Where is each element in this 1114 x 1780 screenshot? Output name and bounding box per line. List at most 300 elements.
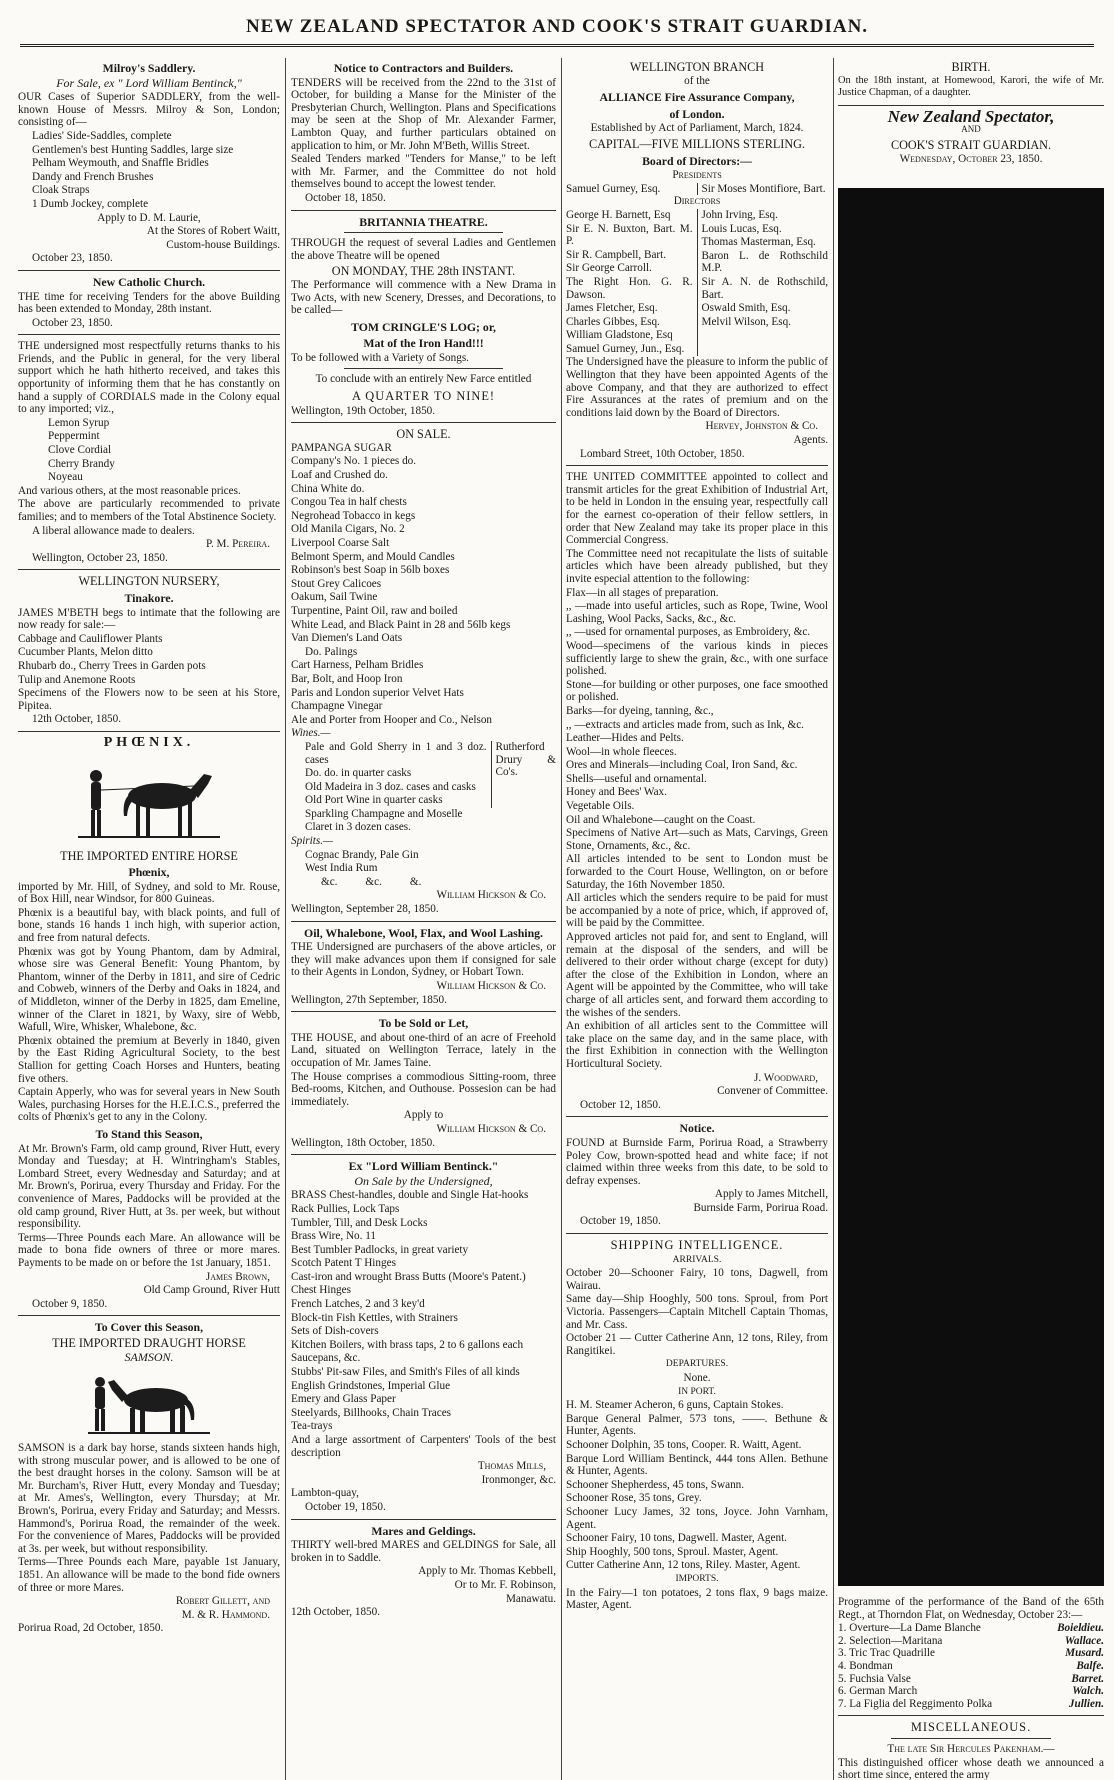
onsale-item: Loaf and Crushed do. (291, 469, 388, 482)
wine-item: Pale and Gold Sherry in 1 and 3 doz. cases (305, 740, 487, 766)
onsale-item: Van Diemen's Land Oats (291, 632, 403, 645)
onsale-item: Liverpool Coarse Salt (291, 537, 390, 549)
column-2 (291, 58, 556, 1780)
onsale-item: Negrohead Tobacco in kegs (291, 509, 416, 522)
wine-items2 (291, 808, 556, 834)
wine-item: Claret in 3 dozen cases. (305, 821, 411, 834)
programme-composer: Boieldieu. (1057, 1622, 1104, 1635)
nursery-item: Rhubarb do., Cherry Trees in Garden pots (18, 659, 206, 672)
onsale-item: Old Manila Cigars, No. 2 (291, 523, 405, 536)
wine-items (291, 741, 487, 808)
theatre-farce: A QUARTER TO NINE! (351, 389, 496, 404)
separator (291, 1011, 556, 1012)
bentinck-item: Saucepans, &c. (291, 1352, 361, 1365)
onsale-date: Wellington, September 28, 1850. (291, 903, 439, 916)
theatre-play2: Mat of the Iron Hand!!! (363, 336, 484, 351)
bentinck-signature2: Ironmonger, &c. (481, 1473, 556, 1486)
saddlery-apply: Apply to D. M. Laurie, (97, 211, 201, 224)
committee-body5: Approved articles not paid for, and sent to England, will remain at the disposal of the senders, and will be delivered to their order without charge (except for duty) after the close of the Exhibition in London, where an Agent will be appointed by the Committee, who will take charge of all articles sent, and forward them according to the wishes of the senders. (566, 931, 828, 1019)
cordials-body4: A liberal allowance made to dealers. (32, 524, 195, 537)
contractors-body2: Sealed Tenders marked "Tenders for Manse," to be left with Mr. Farmer, and the Committee do not hold themselves bound to accept the lowest tender. (291, 153, 556, 191)
wine-list (291, 741, 556, 808)
spirit-item: West India Rum (305, 862, 378, 875)
in-port-vessel: H. M. Steamer Acheron, 6 guns, Captain Stokes. (566, 1399, 784, 1412)
spirit-items (291, 849, 556, 875)
director: Sir E. N. Buxton, Bart. M. P. (566, 222, 693, 248)
onsale-item: Paris and London superior Velvet Hats (291, 686, 464, 699)
director: Sir A. N. de Rothschild, Bart. (701, 275, 828, 301)
insurance-of: of the (684, 74, 710, 87)
separator (291, 921, 556, 922)
directors-right (697, 209, 829, 357)
programme-item (838, 1622, 1104, 1635)
director: Oswald Smith, Esq. (701, 302, 791, 315)
mares-apply3: Manawatu. (505, 1592, 556, 1605)
insurance-city: of London. (669, 106, 725, 121)
separator (344, 232, 503, 233)
separator (291, 422, 556, 423)
onsale-intro: PAMPANGA SUGAR (291, 441, 392, 454)
onsale-item: Champagne Vinegar (291, 700, 383, 713)
directors-list (566, 209, 828, 357)
programme-block (838, 1596, 1104, 1780)
director: James Fletcher, Esq. (566, 302, 658, 315)
saddlery-date: October 23, 1850. (32, 252, 113, 265)
notice-apply: Apply to James Mitchell, (714, 1188, 828, 1201)
presidents-list (566, 183, 828, 196)
phoenix-lead: THE IMPORTED ENTIRE HORSE (60, 848, 238, 863)
onsale-etc: &c. &c. &. (321, 875, 422, 888)
insurance-company: ALLIANCE Fire Assurance Company, (599, 90, 795, 105)
column-divider (833, 58, 834, 1780)
mares-date: 12th October, 1850. (291, 1606, 381, 1619)
director: Louis Lucas, Esq. (701, 222, 782, 235)
separator (891, 1738, 1051, 1739)
onsale-item: Belmont Sperm, and Mould Candles (291, 550, 455, 563)
mares-title: Mares and Geldings. (371, 1523, 476, 1538)
shipping-imports: IMPORTS. (675, 1573, 719, 1584)
in-port-vessel: Schooner Rose, 35 tons, Grey. (566, 1492, 702, 1505)
nursery-item: Cucumber Plants, Melon ditto (18, 646, 153, 659)
columns (18, 58, 1104, 1780)
column-3 (566, 58, 828, 1780)
phoenix-p4: Phœnix obtained the premium at Beverly in 1840, given by the East Riding Agricultural Society, to the best Stallion for getting Coach Horses and Hunters, beating five others. (18, 1034, 280, 1085)
nursery-body: JAMES M'BETH begs to intimate that the following are now ready for sale:— (18, 606, 280, 632)
president-right: Sir Moses Montifiore, Bart. (697, 183, 829, 196)
committee-signature2: Convener of Committee. (717, 1085, 828, 1098)
birth-title: BIRTH. (951, 60, 991, 74)
samson-title: To Cover this Season, (94, 1320, 204, 1335)
cordials-items (18, 417, 280, 484)
bentinck-item: Tumbler, Till, and Desk Locks (291, 1216, 428, 1229)
saddlery-subtitle: For Sale, ex " Lord William Bentinck," (56, 75, 242, 90)
paper-name: New Zealand Spectator, (887, 106, 1055, 126)
programme-piece: 6. German March (838, 1685, 918, 1698)
director: Charles Gibbes, Esq. (566, 315, 660, 328)
programme-piece: 7. La Figlia del Reggimento Polka (838, 1697, 993, 1710)
committee-body: THE UNITED COMMITTEE appointed to collect and transmit articles for the great Exhibition of Industrial Art, to be held in London in the ensuing year, respectfully call for the earnest co-operation of their fellow settlers, in order that New Zealand may take its proper place in this Commercial Congress. (566, 471, 828, 547)
programme-composer: Musard. (1065, 1647, 1104, 1660)
separator (838, 1715, 1104, 1716)
arrival: Same day—Ship Hooghly, 500 tons. Sproul, from Port Victoria. Passengers—Captain Mitchell Captain Thomas, and Mr. Cass. (566, 1293, 828, 1331)
saddlery-address2: Custom-house Buildings. (166, 238, 280, 251)
theatre-date-line: ON MONDAY, THE 28th INSTANT. (331, 264, 516, 279)
theatre-body: THROUGH the request of several Ladies and Gentlemen the above Theatre will be opened (291, 237, 556, 262)
committee-item: ,, —used for ornamental purposes, as Embroidery, &c. (566, 626, 811, 639)
programme-intro: Programme of the performance of the Band of the 65th Regt., at Thorndon Flat, on Wednesday, October 23:— (838, 1596, 1104, 1621)
insurance-date: Lombard Street, 10th October, 1850. (580, 447, 745, 460)
bentinck-item: Emery and Glass Paper (291, 1393, 396, 1406)
programme-item (838, 1660, 1104, 1673)
committee-item: ,, —made into useful articles, such as Rope, Twine, Wool Lashing, Wool Packs, Sacks, &c., &c. (566, 600, 828, 625)
insurance-presidents: Presidents (672, 169, 722, 182)
bentinck-item: French Latches, 2 and 3 key'd (291, 1298, 425, 1311)
theatre-body2: The Performance will commence with a New Drama in Two Acts, with new Scenery, Dresses, and Decorations, to be called— (291, 278, 556, 317)
onsale-item: White Lead, and Black Paint in 28 and 56lb kegs (291, 618, 511, 631)
phoenix-signature2: Old Camp Ground, River Hutt (143, 1284, 280, 1297)
church-body: THE time for receiving Tenders for the above Building has been extended to Monday, 28th instant. (18, 290, 280, 316)
phoenix-p1: imported by Mr. Hill, of Sydney, and sold to Mr. Rouse, of Box Hill, near Windsor, for 800 Guineas. (18, 880, 280, 906)
church-date: October 23, 1850. (32, 316, 113, 329)
programme-piece: 4. Bondman (838, 1659, 893, 1672)
phoenix-p6: At Mr. Brown's Farm, old camp ground, River Hutt, every Monday and Tuesday; at H. Wintringham's Stables, Lombard Street, every Wednesday and Saturday; and at Mr. Brown's, Porirua, every Thursday and Friday. For the convenience of Mares, Paddocks will be provided at the old camp ground, River Hutt, at 3s. per week, but without responsibility. (18, 1142, 280, 1231)
committee-item: Barks—for dyeing, tanning, &c., (566, 704, 714, 717)
director: George H. Barnett, Esq (566, 208, 671, 221)
cordials-item: Peppermint (48, 430, 100, 443)
bentinck-item: Sets of Dish-covers (291, 1325, 379, 1338)
onsale-signature: William Hickson & Co. (436, 889, 546, 902)
in-port-vessel: Schooner Lucy James, 32 tons, Joyce. John Varnham, Agent. (566, 1505, 828, 1531)
phoenix-signature: James Brown, (205, 1270, 270, 1283)
wine-item: Do. do. in quarter casks (305, 767, 412, 780)
director: Baron L. de Rothschild M.P. (701, 249, 828, 275)
saddlery-item: Cloak Straps (32, 184, 90, 197)
theatre-title: BRITANNIA THEATRE. (359, 214, 488, 229)
theatre-body3: To be followed with a Variety of Songs. (291, 351, 469, 364)
phoenix-title: PHŒNIX. (103, 734, 195, 750)
phoenix-p7: Terms—Three Pounds each Mare. An allowance will be made to bona fide owners of three or more mares. Payments to be made on or before the 1st January, 1851. (18, 1231, 280, 1269)
in-port-vessel: Ship Hooghly, 500 tons, Sproul. Master, Agent. (566, 1545, 779, 1558)
committee-item: Ores and Minerals—including Coal, Iron Sand, &c. (566, 759, 798, 772)
column-divider (285, 58, 286, 1780)
separator (18, 731, 280, 732)
oil-title: Oil, Whalebone, Wool, Flax, and Wool Lashing. (304, 925, 543, 940)
separator (566, 1233, 828, 1234)
director: John Irving, Esq. (701, 208, 778, 221)
committee-items (566, 587, 828, 853)
in-port-vessel: Barque Lord William Bentinck, 444 tons Allen. Bethune & Hunter, Agents. (566, 1452, 828, 1478)
bentinck-item: English Grindstones, Imperial Glue (291, 1379, 451, 1392)
house-body2: The House comprises a commodious Sitting-room, three Bed-rooms, Kitchen, and Outhouse. Possesion can be had immediately. (291, 1070, 556, 1108)
bentinck-item: Block-tin Fish Kettles, with Strainers (291, 1311, 458, 1324)
departures-none: None. (683, 1372, 711, 1384)
onsale-wines: Wines.— (291, 727, 331, 740)
saddlery-items (18, 130, 280, 211)
nursery-title: WELLINGTON NURSERY, (78, 574, 220, 589)
phoenix-p3: Phœnix was got by Young Phantom, dam by Admiral, whose sire was General Benefit: Young Phantom, by Phantom, winner of the Derby in 1811, and sire of Cedric and Cobweb, winners of the Derby and Oaks in 1824, and of Middleton, winner of the Derby in 1825, dam Emeline, winner of the Claret in 1821, by Waxy, sire of Webb, Wafull, Wire, Whisker, Whalebone, &c. (18, 945, 280, 1034)
column-divider (561, 58, 562, 1780)
committee-body6: An exhibition of all articles sent to the Committee will take place on the same day, and in the same place, with the first Exhibition in connection with the Wellington Horticultural Society. (566, 1020, 828, 1070)
bentinck-items (291, 1203, 556, 1459)
contractors-date: October 18, 1850. (305, 191, 386, 204)
samson-p2: Terms—Three Pounds each Mare, payable 1st January, 1851. An allowance will be made to the bond fide owners of three or more Mares. (18, 1556, 280, 1594)
bentinck-item: Steelyards, Billhooks, Chain Traces (291, 1406, 452, 1419)
insurance-signature: Hervey, Johnston & Co. (705, 420, 818, 433)
insurance-body: The Undersigned have the pleasure to inform the public of Wellington that they have been appointed Agents of the above Company, and that they are authorized to effect Fire Assurances at the rates of premium and on the conditions laid down by the Board of Directors. (566, 356, 828, 419)
arrival: October 21 — Cutter Catherine Ann, 12 tons, Riley, from Rangitikei. (566, 1332, 828, 1357)
director: Samuel Gurney, Jun., Esq. (566, 342, 685, 355)
onsale-item: Stout Grey Calicoes (291, 577, 382, 590)
nursery-body2: Specimens of the Flowers now to be seen at his Store, Pipitea. (18, 687, 280, 712)
misc-body: This distinguished officer whose death we announced a short time since, entered the army (838, 1756, 1104, 1780)
separator (18, 569, 280, 570)
masthead: NEW ZEALAND SPECTATOR AND COOK'S STRAIT GUARDIAN. (245, 16, 869, 37)
saddlery-item: Dandy and French Brushes (32, 170, 154, 183)
shipping-inport: IN PORT. (678, 1386, 716, 1397)
insurance-board: Board of Directors:— (642, 153, 752, 168)
programme-piece: 3. Tric Trac Quadrille (838, 1647, 935, 1660)
bentinck-item: Stubbs' Pit-saw Files, and Smith's Files of all kinds (291, 1366, 520, 1379)
arrival: October 20—Schooner Fairy, 10 tons, Dagwell, from Wairau. (566, 1267, 828, 1292)
misc-head: The late Sir Hercules Pakenham.— (887, 1742, 1055, 1755)
mares-apply2: Or to Mr. F. Robinson, (454, 1578, 556, 1591)
director: Sir George Carroll. (566, 262, 652, 275)
programme-composer: Jullien. (1068, 1697, 1104, 1710)
wine-item: Sparkling Champagne and Moselle (305, 807, 463, 820)
directors-left (566, 209, 693, 357)
wine-brand: Rutherford Drury & Co's. (491, 741, 557, 808)
notice-apply2: Burnside Farm, Porirua Road. (693, 1201, 828, 1214)
shipping-arrivals: ARRIVALS. (672, 1254, 722, 1265)
saddlery-title: Milroy's Saddlery. (102, 61, 196, 75)
phoenix-name: Phœnix, (128, 865, 170, 880)
in-port-vessel: Schooner Shepherdess, 45 tons, Swann. (566, 1478, 745, 1491)
onsale-item: China White do. (291, 482, 365, 495)
committee-item: Oil and Whalebone—caught on the Coast. (566, 813, 756, 826)
bentinck-item: Rack Pullies, Lock Taps (291, 1202, 400, 1215)
house-date: Wellington, 18th October, 1850. (291, 1136, 436, 1149)
separator (566, 465, 828, 466)
horse-with-groom-icon (74, 754, 224, 846)
samson-date: Porirua Road, 2d October, 1850. (18, 1622, 164, 1635)
wine-item: Old Port Wine in quarter casks (305, 794, 443, 807)
committee-item: Leather—Hides and Pelts. (566, 732, 684, 745)
samson-signature2: M. & R. Hammond. (181, 1608, 270, 1621)
programme-item (838, 1635, 1104, 1648)
president-left: Samuel Gurney, Esq. (566, 182, 661, 195)
samson-p1: SAMSON is a dark bay horse, stands sixteen hands high, with strong muscular power, and is allowed to be one of the best draught horses in the colony. Samson will be at Mr. Burcham's, River Hutt, every Monday and Tuesday; at Mr. Ames's, Wellington, every Thursday; at Mr. Brown's, Porirua, every Friday and Saturday; and Messrs. Hammond's, Porirua Road, the remainder of the week. For the convenience of Mares, Paddocks will be provided at 3s. per week, but without responsibility. (18, 1442, 280, 1555)
separator (291, 1154, 556, 1155)
bentinck-item: Cast-iron and wrought Brass Butts (Moore's Patent.) (291, 1270, 526, 1283)
committee-item: Flax—in all stages of preparation. (566, 586, 719, 599)
misc-title: MISCELLANEOUS. (910, 1720, 1032, 1735)
programme-composer: Wallace. (1064, 1634, 1104, 1647)
onsale-item: Company's No. 1 pieces do. (291, 455, 417, 468)
programme-item (838, 1698, 1104, 1711)
in-port-vessel: Schooner Fairy, 10 tons, Dagwell. Master, Agent. (566, 1532, 787, 1545)
house-signature: William Hickson & Co. (436, 1122, 546, 1135)
cordials-item: Noyeau (48, 471, 83, 484)
in-port-vessel: Barque General Palmer, 573 tons, ——. Bethune & Hunter, Agents. (566, 1412, 828, 1438)
imports-text: In the Fairy—1 ton potatoes, 2 tons flax, 9 bags maize. Master, Agent. (566, 1586, 828, 1612)
church-title: New Catholic Church. (92, 274, 206, 289)
notice-body: FOUND at Burnside Farm, Porirua Road, a Strawberry Poley Cow, brown-spotted head and white face; if not claimed within three weeks from this date, to be sold to defray expenses. (566, 1136, 828, 1187)
bentinck-signature: Thomas Mills, (477, 1460, 546, 1473)
committee-body3: All articles intended to be sent to London must be forwarded to the Court House, Wellington, on or before Saturday, the 16th November 1850. (566, 853, 828, 891)
cordials-item: Clove Cordial (48, 444, 112, 457)
insurance-signature2: Agents. (793, 434, 828, 447)
committee-body2: The Committee need not recapitulate the lists of suitable articles which have been already published, but they invite especial attention to the following: (566, 547, 828, 585)
committee-item: Shells—useful and ornamental. (566, 772, 707, 785)
phoenix-p5: Captain Apperly, who was for several years in New South Wales, purchasing Horses for the H.E.I.C.S., preferred the colts of Phœnix's get to any in the Colony. (18, 1086, 280, 1124)
committee-item: ,, —extracts and articles made from, such as Ink, &c. (566, 718, 804, 731)
bentinck-item: And a large assortment of Carpenters' Tools of the best description (291, 1434, 556, 1459)
samson-name: SAMSON. (124, 1350, 174, 1365)
shipping-title: SHIPPING INTELLIGENCE. (610, 1238, 784, 1253)
paper-name2: COOK'S STRAIT GUARDIAN. (890, 137, 1052, 152)
mares-apply: Apply to Mr. Thomas Kebbell, (418, 1565, 556, 1578)
column-1 (18, 58, 280, 1780)
onsale-item: Oakum, Sail Twine (291, 591, 378, 604)
bentinck-item: Chest Hinges (291, 1284, 351, 1297)
bentinck-subtitle: On Sale by the Undersigned, (354, 1173, 493, 1188)
theatre-play: TOM CRINGLE'S LOG; or, (351, 319, 496, 334)
committee-item: Honey and Bees' Wax. (566, 786, 667, 799)
saddlery-item: Ladies' Side-Saddles, complete (32, 129, 172, 142)
separator (566, 1116, 828, 1117)
paper-date: Wednesday, October 23, 1850. (899, 152, 1043, 165)
notice-title: Notice. (679, 1121, 715, 1136)
bentinck-item: Scotch Patent T Hinges (291, 1257, 396, 1270)
contractors-title: Notice to Contractors and Builders. (333, 61, 514, 75)
separator (291, 210, 556, 211)
bentinck-title: Ex "Lord William Bentinck." (348, 1159, 499, 1174)
saddlery-item: 1 Dumb Jockey, complete (32, 197, 149, 210)
insurance-directors: Directors (673, 195, 721, 208)
onsale-item: Bar, Bolt, and Hoop Iron (291, 672, 403, 685)
bentinck-place: Lambton-quay, (291, 1487, 359, 1500)
onsale-item: Cart Harness, Pelham Bridles (291, 659, 424, 672)
onsale-item: Robinson's best Soap in 56lb boxes (291, 564, 450, 577)
onsale-item: Turpentine, Paint Oil, raw and boiled (291, 604, 458, 617)
bentinck-item: Tea-trays (291, 1420, 333, 1433)
bentinck-item: Best Tumbler Padlocks, in great variety (291, 1243, 469, 1256)
house-apply: Apply to (403, 1109, 444, 1122)
saddlery-item: Pelham Weymouth, and Snaffle Bridles (32, 157, 209, 170)
onsale-spirits: Spirits.— (291, 835, 333, 848)
committee-item: Wood—specimens of the various kinds in pieces sufficiently large to shew the grain, &c., with one surface polished. (566, 639, 828, 678)
house-title: To be Sold or Let, (378, 1016, 469, 1031)
onsale-item: Congou Tea in half chests (291, 496, 407, 509)
saddlery-item: Gentlemen's best Hunting Saddles, large size (32, 143, 234, 156)
programme-piece: 5. Fuchsia Valse (838, 1672, 911, 1685)
shipping-departures: DEPARTURES. (665, 1359, 729, 1370)
programme-piece: 1. Overture—La Dame Blanche (838, 1622, 981, 1635)
masthead-rule (20, 44, 1094, 47)
cordials-body3: The above are particularly recommended to private families; and to members of the Total Abstinence Society. (18, 498, 280, 523)
separator (18, 334, 280, 335)
programme-item (838, 1673, 1104, 1686)
spirit-item: Cognac Brandy, Pale Gin (305, 848, 419, 861)
redacted-area (838, 188, 1104, 1586)
theatre-date: Wellington, 19th October, 1850. (291, 404, 436, 417)
committee-body4: All articles which the senders require to be paid for must be accompanied by a note of price, which, if approved of, will be paid by the Committee. (566, 892, 828, 930)
paper-and: AND (961, 124, 981, 135)
programme-item (838, 1685, 1104, 1698)
cordials-body2: And various others, at the most reasonable prices. (18, 484, 241, 497)
insurance-capital: CAPITAL—FIVE MILLIONS STERLING. (588, 136, 806, 151)
samson-signature: Robert Gillett, and (175, 1595, 270, 1608)
director: The Right Hon. G. R. Dawson. (566, 275, 693, 301)
nursery-item: Cabbage and Cauliflower Plants (18, 632, 163, 645)
insurance-established: Established by Act of Parliament, March, 1824. (590, 122, 804, 135)
separator (18, 270, 280, 271)
cordials-signature: P. M. Pereira. (205, 538, 270, 551)
mares-body: THIRTY well-bred MARES and GELDINGS for Sale, all broken in to Saddle. (291, 1539, 556, 1564)
separator (291, 1519, 556, 1520)
cordials-item: Cherry Brandy (48, 457, 115, 470)
bentinck-date: October 19, 1850. (305, 1500, 386, 1513)
programme-piece: 2. Selection—Maritana (838, 1634, 943, 1647)
programme-composer: Walch. (1072, 1685, 1104, 1698)
committee-item: Stone—for building or other purposes, one face smoothed or polished. (566, 678, 828, 704)
programme-item (838, 1647, 1104, 1660)
bentinck-intro: BRASS Chest-handles, double and Single Hat-hooks (291, 1189, 529, 1202)
oil-body: THE Undersigned are purchasers of the above articles, or they will make advances upon them if consigned for sale to their Agents in London, Sydney, or Hobart Town. (291, 941, 556, 979)
oil-signature: William Hickson & Co. (436, 980, 546, 992)
director: Thomas Masterman, Esq. (701, 236, 816, 249)
saddlery-address: At the Stores of Robert Waitt, (146, 225, 280, 238)
nursery-date: 12th October, 1850. (32, 713, 122, 726)
committee-signature: J. Woodward, (754, 1071, 818, 1084)
nursery-item: Tulip and Anemone Roots (18, 673, 136, 686)
insurance-title: WELLINGTON BRANCH (629, 60, 765, 74)
phoenix-p2: Phœnix is a beautiful bay, with black points, and full of bone, stands 16 hands 1 inch high, with superior action, and free from natural defects. (18, 906, 280, 945)
programme-composer: Balfe. (1076, 1659, 1104, 1672)
house-body: THE HOUSE, and about one-third of an acre of Freehold Land, situated on Wellington Terrace, lately in the occupation of Mr. James Taine. (291, 1031, 556, 1069)
bentinck-item: Brass Wire, No. 11 (291, 1230, 376, 1243)
cordials-body: THE undersigned most respectfully returns thanks to his Friends, and the Public in general, for the very liberal support which he hath hitherto received, and takes this opportunity of informing them that he has constantly on hand a supply of CORDIALS made in the Colony equal to any imported; viz., (18, 340, 280, 416)
column-4 (838, 58, 1104, 1780)
director: William Gladstone, Esq (566, 329, 673, 342)
cordials-date: Wellington, October 23, 1850. (32, 551, 168, 564)
committee-item: Specimens of Native Art—such as Mats, Carvings, Green Stone, Ornaments, &c., &c. (566, 827, 828, 852)
director: Melvil Wilson, Esq. (701, 315, 791, 328)
samson-lead: THE IMPORTED DRAUGHT HORSE (52, 1335, 246, 1350)
saddlery-intro: OUR Cases of Superior SADDLERY, from the well-known House of Messrs. Milroy & Son, London; consisting of— (18, 91, 280, 129)
in-port-vessel: Cutter Catherine Ann, 12 tons, Riley. Master, Agent. (566, 1559, 801, 1572)
onsale-item: Do. Palings (305, 645, 358, 658)
committee-item: Vegetable Oils. (566, 800, 635, 813)
cordials-item: Lemon Syrup (48, 416, 110, 429)
theatre-body4: To conclude with an entirely New Farce entitled (315, 373, 532, 386)
birth-body: On the 18th instant, at Homewood, Karori, the wife of Mr. Justice Chapman, of a daughter. (838, 74, 1104, 99)
onsale-items (291, 455, 556, 726)
committee-item: Wool—in whole fleeces. (566, 745, 677, 758)
phoenix-stand: To Stand this Season, (95, 1126, 203, 1141)
programme-composer: Barret. (1071, 1672, 1104, 1685)
bentinck-item: Kitchen Boilers, with brass taps, 2 to 6 gallons each (291, 1338, 524, 1351)
contractors-body: TENDERS will be received from the 22nd to the 31st of October, for building a Manse for the Minister of the Presbyterian Church, Wellington. Plans and Specifications may be seen at the Shop of Mr. Alexander Farmer, Lambton Quay, and further particulars obtained on application to him, or Mr. John M'Beth, Willis Street. (291, 76, 556, 152)
separator (18, 1315, 280, 1316)
wine-item: Old Madeira in 3 doz. cases and casks (305, 780, 476, 793)
committee-date: October 12, 1850. (580, 1098, 661, 1111)
nursery-place: Tinakore. (124, 590, 174, 605)
phoenix-date: October 9, 1850. (32, 1297, 108, 1310)
oil-date: Wellington, 27th September, 1850. (291, 993, 447, 1006)
draught-horse-icon (84, 1368, 214, 1438)
separator (838, 105, 1104, 106)
